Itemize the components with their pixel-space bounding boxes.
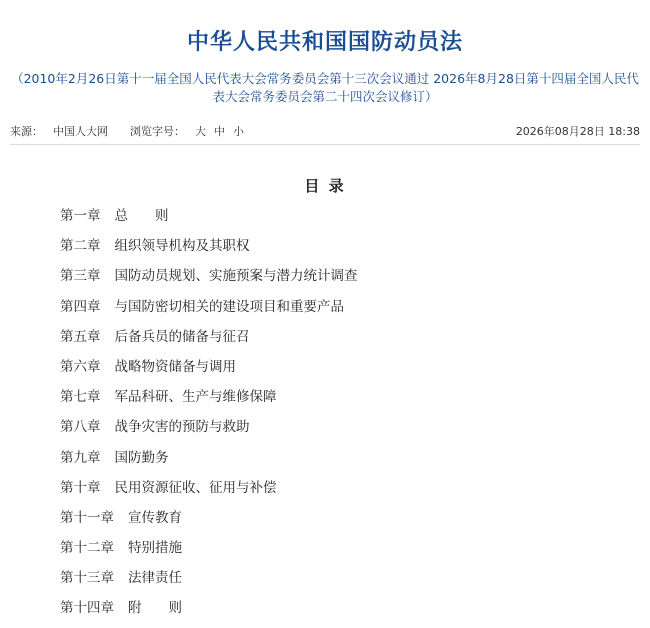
chapter-title: 与国防密切相关的建设项目和重要产品 xyxy=(114,298,344,315)
publish-datetime: 2026年08月28日 18:38 xyxy=(515,125,640,138)
chapter-title: 国防勤务 xyxy=(114,449,169,466)
chapter-number: 第一章 xyxy=(60,208,101,224)
chapter-number: 第十二章 xyxy=(60,540,114,557)
chapter-number: 第三章 xyxy=(60,268,101,285)
toc-heading: 目 录 xyxy=(304,177,346,195)
chapter-title: 民用资源征收、征用与补偿 xyxy=(114,479,277,496)
source-value: 中国人大网 xyxy=(53,125,108,138)
source-label: 来源： xyxy=(10,125,43,138)
page-title: 中华人民共和国国防动员法 xyxy=(186,30,463,55)
chapter-number: 第十章 xyxy=(60,479,101,496)
toc-item[interactable] xyxy=(60,507,358,537)
toc-item[interactable] xyxy=(60,296,358,326)
toc-item[interactable] xyxy=(60,235,358,265)
chapter-number: 第十三章 xyxy=(60,570,114,587)
chapter-title: 战略物资储备与调用 xyxy=(114,358,236,375)
toc-item[interactable] xyxy=(60,567,358,597)
law-adoption-note: （2010年2月26日第十一届全国人民代表大会常务委员会第十三次会议通过 2026年8月28日第十四届全国人民代表大会常务委员会第二十四次会议修订） xyxy=(11,71,639,104)
chapter-title: 附 则 xyxy=(128,600,182,617)
article-meta-bar xyxy=(10,124,640,142)
toc-item[interactable] xyxy=(60,265,358,295)
chapter-number: 第八章 xyxy=(60,419,101,436)
chapter-title: 特别措施 xyxy=(128,540,182,557)
chapter-title: 组织领导机构及其职权 xyxy=(114,238,250,255)
toc-item[interactable] xyxy=(60,537,358,567)
toc-item[interactable] xyxy=(60,597,358,627)
toc-item[interactable] xyxy=(60,205,358,235)
chapter-title: 宣传教育 xyxy=(128,509,182,526)
toc-item[interactable] xyxy=(60,386,358,416)
chapter-number: 第二章 xyxy=(60,238,101,255)
chapter-number: 第十一章 xyxy=(60,509,114,526)
chapter-title: 军品科研、生产与维修保障 xyxy=(114,389,277,406)
chapter-number: 第七章 xyxy=(60,389,101,406)
chapter-number: 第十四章 xyxy=(60,600,114,617)
toc-item[interactable] xyxy=(60,326,358,356)
table-of-contents xyxy=(60,205,358,628)
chapter-number: 第六章 xyxy=(60,358,101,375)
chapter-number: 第九章 xyxy=(60,449,101,466)
chapter-number: 第四章 xyxy=(60,298,101,315)
toc-item[interactable] xyxy=(60,356,358,386)
font-size-large-button[interactable]: 大 xyxy=(195,125,206,138)
chapter-title: 总 则 xyxy=(114,208,169,224)
chapter-title: 后备兵员的储备与征召 xyxy=(114,328,250,345)
font-size-small-button[interactable]: 小 xyxy=(233,125,244,138)
meta-divider xyxy=(10,144,640,145)
toc-item[interactable] xyxy=(60,416,358,446)
toc-item[interactable] xyxy=(60,477,358,507)
toc-item[interactable] xyxy=(60,447,358,477)
article-meta-left xyxy=(10,124,252,140)
chapter-title: 战争灾害的预防与救助 xyxy=(114,419,250,436)
chapter-title: 法律责任 xyxy=(128,570,182,587)
font-size-medium-button[interactable]: 中 xyxy=(214,125,225,138)
chapter-title: 国防动员规划、实施预案与潜力统计调查 xyxy=(114,268,358,285)
font-size-label: 浏览字号： xyxy=(130,125,185,138)
chapter-number: 第五章 xyxy=(60,328,101,345)
